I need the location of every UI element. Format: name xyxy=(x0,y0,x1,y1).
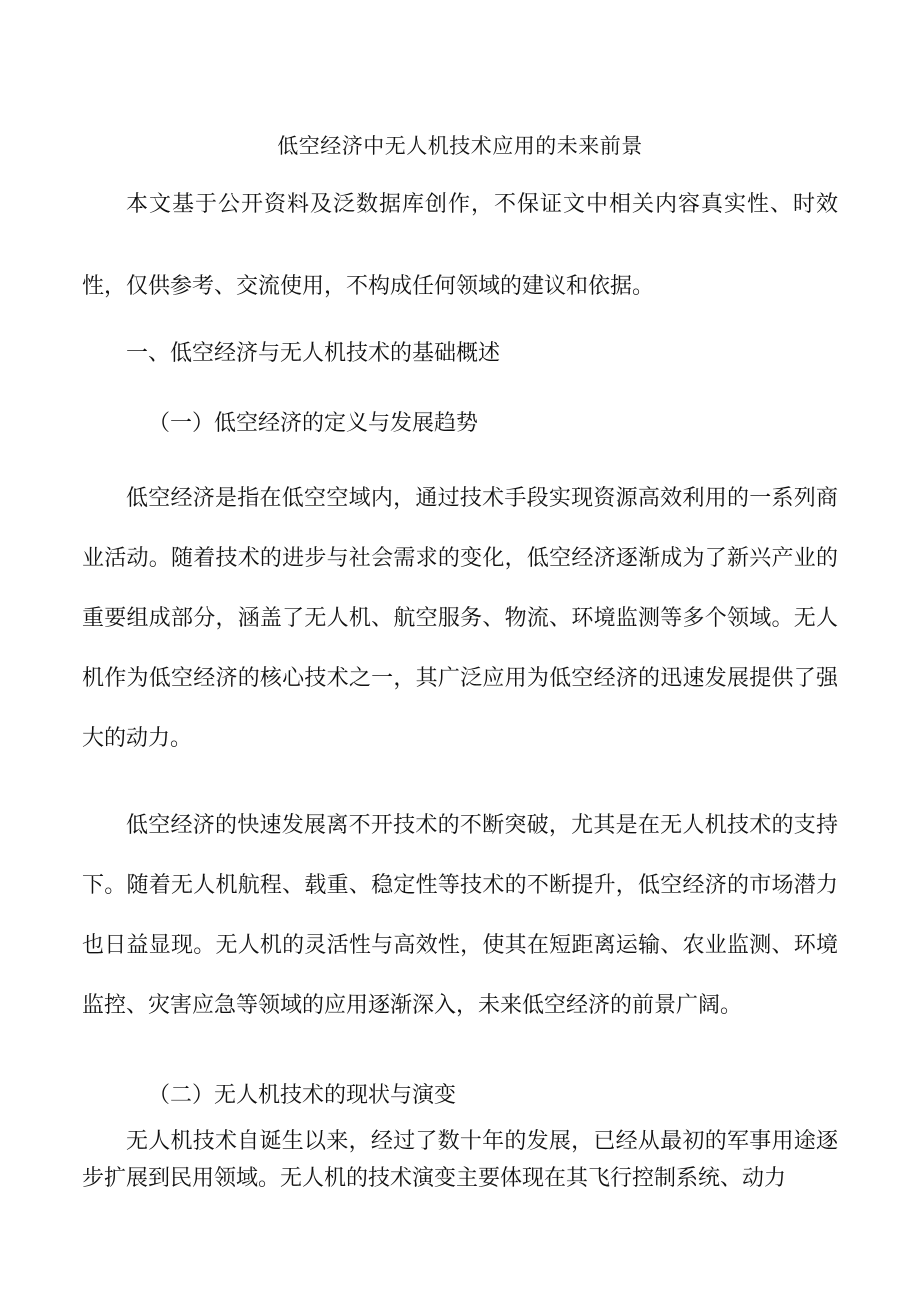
section-heading: 一、低空经济与无人机技术的基础概述 xyxy=(126,341,501,366)
body-paragraph-1: 低空经济是指在低空空域内，通过技术手段实现资源高效利用的一系列商业活动。随着技术的进步与社会需求的变化，低空经济逐渐成为了新兴产业的重要组成部分，涵盖了无人机、航空服务、物流、环境监测等多个领域。无人机作为低空经济的核心技术之一，其广泛应用为低空经济的迅速发展提供了强大的动力。 xyxy=(82,486,838,751)
body-paragraph-3: 无人机技术自诞生以来，经过了数十年的发展，已经从最初的军事用途逐步扩展到民用领域。无人机的技术演变主要体现在其飞行控制系统、动力 xyxy=(82,1129,838,1191)
disclaimer-paragraph: 本文基于公开资料及泛数据库创作，不保证文中相关内容真实性、时效性，仅供参考、交流使用，不构成任何领域的建议和依据。 xyxy=(82,192,838,299)
subsection-heading-1: （一）低空经济的定义与发展趋势 xyxy=(148,411,479,436)
subsection-heading-2: （二）无人机技术的现状与演变 xyxy=(148,1083,457,1108)
body-paragraph-2: 低空经济的快速发展离不开技术的不断突破，尤其是在无人机技术的支持下。随着无人机航程、载重、稳定性等技术的不断提升，低空经济的市场潜力也日益显现。无人机的灵活性与高效性，使其在短距离运输、农业监测、环境监控、灾害应急等领域的应用逐渐深入，未来低空经济的前景广阔。 xyxy=(82,813,838,1018)
document-title: 低空经济中无人机技术应用的未来前景 xyxy=(277,134,643,158)
